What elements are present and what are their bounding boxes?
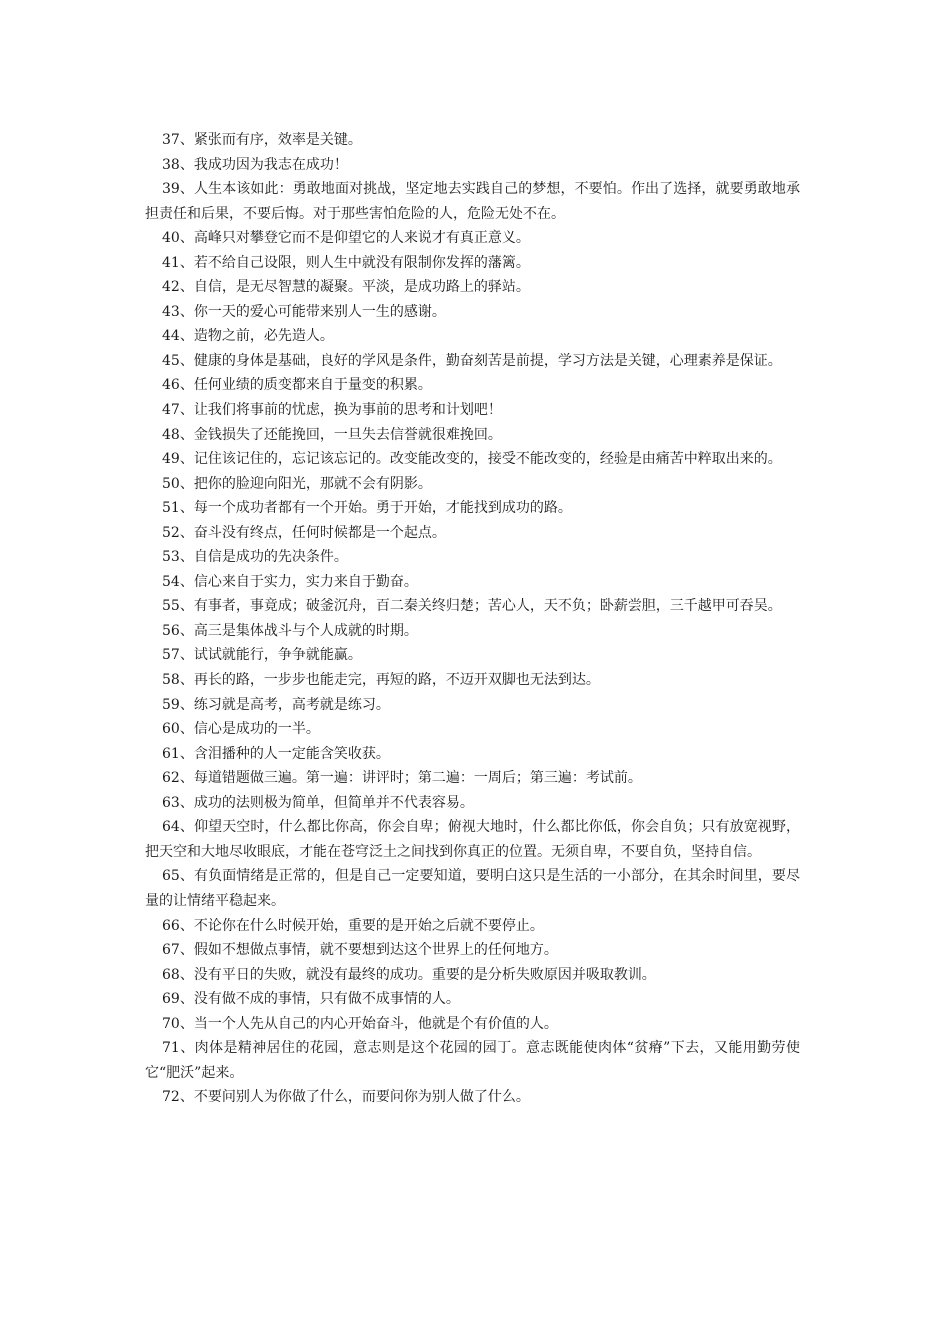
paragraph-44: 44、造物之前，必先造人。: [162, 328, 334, 345]
document-body: [145, 128, 800, 1110]
paragraph-56: 56、高三是集体战斗与个人成就的时期。: [162, 622, 418, 639]
paragraph-38: 38、我成功因为我志在成功！: [162, 156, 348, 173]
paragraph-53: 53、自信是成功的先决条件。: [162, 549, 348, 566]
paragraph-50: 50、把你的脸迎向阳光，那就不会有阴影。: [162, 475, 432, 492]
paragraph-71: 71、肉体是精神居住的花园，意志则是这个花园的园丁。意志既能使肉体“贫瘠”下去，又能用勤劳使它“肥沃”起来。: [145, 1040, 800, 1081]
paragraph-46: 46、任何业绩的质变都来自于量变的积累。: [162, 377, 432, 394]
paragraph-54: 54、信心来自于实力，实力来自于勤奋。: [162, 573, 418, 590]
paragraph-58: 58、再长的路，一步步也能走完，再短的路，不迈开双脚也无法到达。: [162, 672, 600, 689]
paragraph-61: 61、含泪播种的人一定能含笑收获。: [162, 745, 390, 762]
paragraph-65: 65、有负面情绪是正常的，但是自己一定要知道，要明白这只是生活的一小部分，在其余时间里，要尽量的让情绪平稳起来。: [145, 868, 800, 909]
paragraph-59: 59、练习就是高考，高考就是练习。: [162, 696, 390, 713]
paragraph-37: 37、紧张而有序，效率是关键。: [162, 132, 362, 148]
paragraph-52: 52、奋斗没有终点，任何时候都是一个起点。: [162, 524, 446, 541]
paragraph-49: 49、记住该记住的，忘记该忘记的。改变能改变的，接受不能改变的，经验是由痛苦中粹取出来的。: [162, 451, 782, 468]
paragraph-63: 63、成功的法则极为简单，但简单并不代表容易。: [162, 794, 474, 811]
paragraph-41: 41、若不给自己设限，则人生中就没有限制你发挥的藩篱。: [162, 254, 530, 271]
paragraph-57: 57、试试就能行，争争就能赢。: [162, 647, 362, 664]
paragraph-45: 45、健康的身体是基础，良好的学风是条件，勤奋刻苦是前提，学习方法是关键，心理素养是保证。: [162, 352, 782, 369]
paragraph-64: 64、仰望天空时，什么都比你高，你会自卑；俯视大地时，什么都比你低，你会自负；只有放宽视野，把天空和大地尽收眼底，才能在苍穹泛土之间找到你真正的位置。无须自卑，不要自负，坚持自信。: [145, 819, 800, 860]
paragraph-60: 60、信心是成功的一半。: [162, 721, 320, 738]
paragraph-67: 67、假如不想做点事情，就不要想到达这个世界上的任何地方。: [162, 942, 558, 959]
paragraph-66: 66、不论你在什么时候开始，重要的是开始之后就不要停止。: [162, 917, 544, 934]
paragraph-72: 72、不要问别人为你做了什么，而要问你为别人做了什么。: [162, 1089, 530, 1106]
paragraph-69: 69、没有做不成的事情，只有做不成事情的人。: [162, 991, 460, 1008]
paragraph-39: 39、人生本该如此：勇敢地面对挑战，坚定地去实践自己的梦想，不要怕。作出了选择，就要勇敢地承担责任和后果，不要后悔。对于那些害怕危险的人，危险无处不在。: [145, 181, 800, 222]
paragraph-55: 55、有事者，事竟成；破釜沉舟，百二秦关终归楚；苦心人，天不负；卧薪尝胆，三千越甲可吞吴。: [162, 598, 782, 615]
paragraph-42: 42、自信，是无尽智慧的凝聚。平淡，是成功路上的驿站。: [162, 279, 530, 296]
paragraph-51: 51、每一个成功者都有一个开始。勇于开始，才能找到成功的路。: [162, 500, 572, 517]
paragraph-48: 48、金钱损失了还能挽回，一旦失去信誉就很难挽回。: [162, 426, 502, 443]
paragraph-40: 40、高峰只对攀登它而不是仰望它的人来说才有真正意义。: [162, 230, 530, 247]
paragraph-62: 62、每道错题做三遍。第一遍：讲评时；第二遍：一周后；第三遍：考试前。: [162, 770, 642, 787]
paragraph-68: 68、没有平日的失败，就没有最终的成功。重要的是分析失败原因并吸取教训。: [162, 966, 656, 983]
paragraph-70: 70、当一个人先从自己的内心开始奋斗，他就是个有价值的人。: [162, 1015, 558, 1032]
paragraph-47: 47、让我们将事前的忧虑，换为事前的思考和计划吧！: [162, 402, 502, 419]
paragraph-43: 43、你一天的爱心可能带来别人一生的感谢。: [162, 303, 446, 320]
